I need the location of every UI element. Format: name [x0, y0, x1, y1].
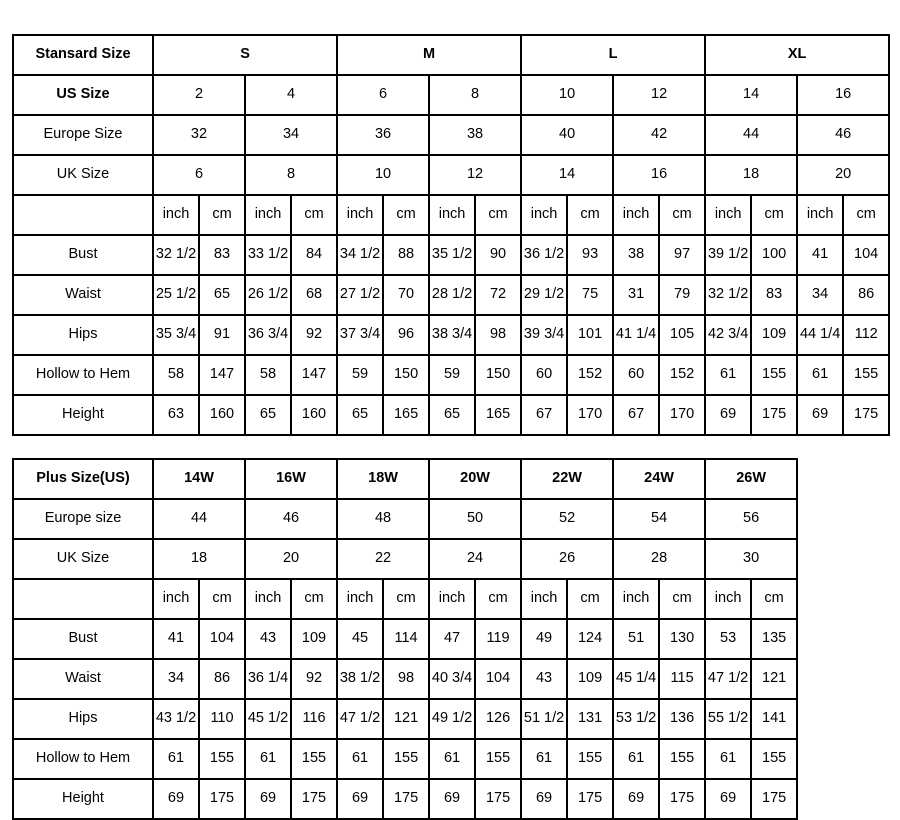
- table-row: [13, 275, 889, 315]
- cell: 115: [659, 659, 705, 699]
- cell: 14: [705, 75, 797, 115]
- cell: 59: [337, 355, 383, 395]
- cell: 175: [199, 779, 245, 819]
- cell: 16: [797, 75, 889, 115]
- cell: 8: [429, 75, 521, 115]
- unit-cell: inch: [429, 195, 475, 235]
- table-row: [13, 395, 889, 435]
- cell: 116: [291, 699, 337, 739]
- cell: 46: [245, 499, 337, 539]
- cell: 126: [475, 699, 521, 739]
- cell: 92: [291, 315, 337, 355]
- cell: 98: [383, 659, 429, 699]
- row-label-hollow-to-hem: Hollow to Hem: [13, 739, 153, 779]
- cell: 51 1/2: [521, 699, 567, 739]
- cell: 150: [383, 355, 429, 395]
- unit-cell: inch: [705, 195, 751, 235]
- cell: 14: [521, 155, 613, 195]
- unit-cell: cm: [751, 579, 797, 619]
- cell: 92: [291, 659, 337, 699]
- table-row: [13, 699, 889, 739]
- cell: 26: [521, 539, 613, 579]
- cell: 56: [705, 499, 797, 539]
- cell: 69: [337, 779, 383, 819]
- cell: 170: [567, 395, 613, 435]
- cell: 65: [429, 395, 475, 435]
- unit-cell: cm: [659, 195, 705, 235]
- cell: 141: [751, 699, 797, 739]
- cell: 53 1/2: [613, 699, 659, 739]
- unit-cell: inch: [613, 579, 659, 619]
- cell: 109: [751, 315, 797, 355]
- cell: 69: [245, 779, 291, 819]
- unit-cell: cm: [751, 195, 797, 235]
- unit-cell: cm: [567, 195, 613, 235]
- cell: 109: [291, 619, 337, 659]
- row-label-waist: Waist: [13, 659, 153, 699]
- cell: 155: [199, 739, 245, 779]
- cell: 69: [521, 779, 567, 819]
- unit-cell: inch: [245, 579, 291, 619]
- unit-row-label: [13, 579, 153, 619]
- cell: 131: [567, 699, 613, 739]
- cell: 160: [199, 395, 245, 435]
- size-group-s: S: [153, 35, 337, 75]
- cell: 47: [429, 619, 475, 659]
- filler-cell: [797, 499, 889, 539]
- unit-cell: inch: [613, 195, 659, 235]
- cell: 69: [705, 779, 751, 819]
- row-label-hollow-to-hem: Hollow to Hem: [13, 355, 153, 395]
- cell: 160: [291, 395, 337, 435]
- cell: 119: [475, 619, 521, 659]
- cell: 175: [751, 779, 797, 819]
- cell: 45 1/2: [245, 699, 291, 739]
- plus-size-16w: 16W: [245, 459, 337, 499]
- cell: 58: [245, 355, 291, 395]
- cell: 175: [475, 779, 521, 819]
- cell: 20: [245, 539, 337, 579]
- cell: 101: [567, 315, 613, 355]
- cell: 44: [705, 115, 797, 155]
- cell: 18: [705, 155, 797, 195]
- unit-cell: cm: [199, 195, 245, 235]
- cell: 24: [429, 539, 521, 579]
- cell: 67: [613, 395, 659, 435]
- cell: 20: [797, 155, 889, 195]
- unit-cell: inch: [521, 195, 567, 235]
- cell: 152: [659, 355, 705, 395]
- cell: 43 1/2: [153, 699, 199, 739]
- table-row: [13, 315, 889, 355]
- size-group-l: L: [521, 35, 705, 75]
- cell: 61: [521, 739, 567, 779]
- filler-cell: [797, 579, 889, 619]
- table-row: [13, 539, 889, 579]
- filler-cell: [797, 739, 889, 779]
- cell: 65: [245, 395, 291, 435]
- cell: 35 3/4: [153, 315, 199, 355]
- cell: 16: [613, 155, 705, 195]
- cell: 6: [153, 155, 245, 195]
- table-row: [13, 355, 889, 395]
- cell: 61: [153, 739, 199, 779]
- cell: 44: [153, 499, 245, 539]
- cell: 60: [521, 355, 567, 395]
- cell: 61: [613, 739, 659, 779]
- plus-size-22w: 22W: [521, 459, 613, 499]
- cell: 43: [521, 659, 567, 699]
- cell: 155: [751, 739, 797, 779]
- cell: 104: [843, 235, 889, 275]
- cell: 36 1/4: [245, 659, 291, 699]
- cell: 69: [429, 779, 475, 819]
- cell: 114: [383, 619, 429, 659]
- cell: 175: [659, 779, 705, 819]
- cell: 155: [567, 739, 613, 779]
- cell: 91: [199, 315, 245, 355]
- cell: 121: [383, 699, 429, 739]
- cell: 61: [429, 739, 475, 779]
- row-label-uk-size: UK Size: [13, 155, 153, 195]
- cell: 45 1/4: [613, 659, 659, 699]
- cell: 38 1/2: [337, 659, 383, 699]
- cell: 41: [797, 235, 843, 275]
- plus-size-14w: 14W: [153, 459, 245, 499]
- unit-cell: cm: [383, 579, 429, 619]
- row-label-europe-size: Europe size: [13, 499, 153, 539]
- table-row: [13, 739, 889, 779]
- row-label-us-size: US Size: [13, 75, 153, 115]
- table-row-plus-sizes: [13, 459, 889, 499]
- table-row: [13, 779, 889, 819]
- cell: 155: [843, 355, 889, 395]
- cell: 170: [659, 395, 705, 435]
- cell: 90: [475, 235, 521, 275]
- cell: 54: [613, 499, 705, 539]
- filler-cell: [797, 539, 889, 579]
- cell: 69: [797, 395, 843, 435]
- cell: 65: [199, 275, 245, 315]
- cell: 72: [475, 275, 521, 315]
- cell: 86: [199, 659, 245, 699]
- cell: 12: [429, 155, 521, 195]
- unit-cell: inch: [153, 579, 199, 619]
- cell: 155: [475, 739, 521, 779]
- cell: 83: [199, 235, 245, 275]
- cell: 34 1/2: [337, 235, 383, 275]
- cell: 45: [337, 619, 383, 659]
- cell: 35 1/2: [429, 235, 475, 275]
- filler-cell: [797, 459, 889, 499]
- cell: 25 1/2: [153, 275, 199, 315]
- cell: 60: [613, 355, 659, 395]
- unit-cell: cm: [383, 195, 429, 235]
- cell: 69: [153, 779, 199, 819]
- cell: 147: [199, 355, 245, 395]
- cell: 61: [797, 355, 843, 395]
- cell: 124: [567, 619, 613, 659]
- cell: 31: [613, 275, 659, 315]
- plus-size-header: Plus Size(US): [13, 459, 153, 499]
- cell: 41: [153, 619, 199, 659]
- cell: 61: [705, 739, 751, 779]
- plus-size-20w: 20W: [429, 459, 521, 499]
- cell: 150: [475, 355, 521, 395]
- row-label-europe-size: Europe Size: [13, 115, 153, 155]
- cell: 93: [567, 235, 613, 275]
- unit-cell: cm: [659, 579, 705, 619]
- cell: 39 3/4: [521, 315, 567, 355]
- cell: 41 1/4: [613, 315, 659, 355]
- cell: 79: [659, 275, 705, 315]
- cell: 38: [429, 115, 521, 155]
- cell: 30: [705, 539, 797, 579]
- size-group-m: M: [337, 35, 521, 75]
- row-label-bust: Bust: [13, 619, 153, 659]
- cell: 27 1/2: [337, 275, 383, 315]
- cell: 175: [751, 395, 797, 435]
- plus-size-18w: 18W: [337, 459, 429, 499]
- cell: 12: [613, 75, 705, 115]
- unit-cell: inch: [521, 579, 567, 619]
- cell: 43: [245, 619, 291, 659]
- cell: 112: [843, 315, 889, 355]
- cell: 175: [383, 779, 429, 819]
- cell: 36 1/2: [521, 235, 567, 275]
- cell: 42: [613, 115, 705, 155]
- cell: 61: [705, 355, 751, 395]
- cell: 47 1/2: [337, 699, 383, 739]
- cell: 40 3/4: [429, 659, 475, 699]
- row-label-height: Height: [13, 779, 153, 819]
- unit-cell: inch: [153, 195, 199, 235]
- cell: 32 1/2: [705, 275, 751, 315]
- cell: 104: [199, 619, 245, 659]
- cell: 110: [199, 699, 245, 739]
- cell: 175: [291, 779, 337, 819]
- table-row-units: [13, 195, 889, 235]
- filler-cell: [797, 619, 889, 659]
- cell: 2: [153, 75, 245, 115]
- size-group-xl: XL: [705, 35, 889, 75]
- cell: 34: [153, 659, 199, 699]
- row-label-hips: Hips: [13, 699, 153, 739]
- table-row: [13, 235, 889, 275]
- cell: 33 1/2: [245, 235, 291, 275]
- cell: 40: [521, 115, 613, 155]
- cell: 155: [659, 739, 705, 779]
- cell: 100: [751, 235, 797, 275]
- filler-cell: [797, 779, 889, 819]
- cell: 34: [797, 275, 843, 315]
- cell: 53: [705, 619, 751, 659]
- cell: 98: [475, 315, 521, 355]
- cell: 105: [659, 315, 705, 355]
- unit-cell: inch: [797, 195, 843, 235]
- cell: 36: [337, 115, 429, 155]
- row-label-hips: Hips: [13, 315, 153, 355]
- cell: 61: [245, 739, 291, 779]
- cell: 26 1/2: [245, 275, 291, 315]
- plus-size-24w: 24W: [613, 459, 705, 499]
- cell: 165: [383, 395, 429, 435]
- cell: 165: [475, 395, 521, 435]
- standard-size-table: [12, 34, 890, 436]
- cell: 44 1/4: [797, 315, 843, 355]
- cell: 36 3/4: [245, 315, 291, 355]
- plus-size-26w: 26W: [705, 459, 797, 499]
- cell: 69: [705, 395, 751, 435]
- cell: 155: [751, 355, 797, 395]
- cell: 48: [337, 499, 429, 539]
- standard-size-header: Stansard Size: [13, 35, 153, 75]
- unit-row-label: [13, 195, 153, 235]
- table-row: [13, 75, 889, 115]
- row-label-height: Height: [13, 395, 153, 435]
- unit-cell: inch: [429, 579, 475, 619]
- cell: 88: [383, 235, 429, 275]
- cell: 18: [153, 539, 245, 579]
- cell: 175: [843, 395, 889, 435]
- unit-cell: cm: [291, 195, 337, 235]
- cell: 29 1/2: [521, 275, 567, 315]
- cell: 10: [337, 155, 429, 195]
- cell: 8: [245, 155, 337, 195]
- cell: 28: [613, 539, 705, 579]
- cell: 50: [429, 499, 521, 539]
- cell: 63: [153, 395, 199, 435]
- unit-cell: inch: [705, 579, 751, 619]
- cell: 42 3/4: [705, 315, 751, 355]
- cell: 52: [521, 499, 613, 539]
- cell: 136: [659, 699, 705, 739]
- cell: 152: [567, 355, 613, 395]
- filler-cell: [797, 699, 889, 739]
- unit-cell: inch: [337, 579, 383, 619]
- cell: 86: [843, 275, 889, 315]
- cell: 38 3/4: [429, 315, 475, 355]
- cell: 147: [291, 355, 337, 395]
- cell: 135: [751, 619, 797, 659]
- cell: 37 3/4: [337, 315, 383, 355]
- cell: 175: [567, 779, 613, 819]
- cell: 104: [475, 659, 521, 699]
- cell: 55 1/2: [705, 699, 751, 739]
- table-row-size-groups: [13, 35, 889, 75]
- unit-cell: cm: [475, 579, 521, 619]
- unit-cell: cm: [843, 195, 889, 235]
- unit-cell: cm: [567, 579, 613, 619]
- cell: 61: [337, 739, 383, 779]
- table-row: [13, 619, 889, 659]
- cell: 68: [291, 275, 337, 315]
- cell: 109: [567, 659, 613, 699]
- cell: 70: [383, 275, 429, 315]
- unit-cell: inch: [245, 195, 291, 235]
- cell: 67: [521, 395, 567, 435]
- table-row-units: [13, 579, 889, 619]
- row-label-uk-size: UK Size: [13, 539, 153, 579]
- cell: 121: [751, 659, 797, 699]
- table-row: [13, 659, 889, 699]
- cell: 32: [153, 115, 245, 155]
- cell: 58: [153, 355, 199, 395]
- cell: 83: [751, 275, 797, 315]
- cell: 69: [613, 779, 659, 819]
- cell: 22: [337, 539, 429, 579]
- cell: 75: [567, 275, 613, 315]
- cell: 10: [521, 75, 613, 115]
- cell: 39 1/2: [705, 235, 751, 275]
- cell: 49 1/2: [429, 699, 475, 739]
- unit-cell: cm: [199, 579, 245, 619]
- cell: 59: [429, 355, 475, 395]
- row-label-bust: Bust: [13, 235, 153, 275]
- cell: 4: [245, 75, 337, 115]
- table-row: [13, 115, 889, 155]
- unit-cell: inch: [337, 195, 383, 235]
- cell: 130: [659, 619, 705, 659]
- cell: 84: [291, 235, 337, 275]
- unit-cell: cm: [475, 195, 521, 235]
- plus-size-table: [12, 458, 890, 820]
- cell: 65: [337, 395, 383, 435]
- cell: 6: [337, 75, 429, 115]
- cell: 97: [659, 235, 705, 275]
- unit-cell: cm: [291, 579, 337, 619]
- row-label-waist: Waist: [13, 275, 153, 315]
- cell: 46: [797, 115, 889, 155]
- cell: 47 1/2: [705, 659, 751, 699]
- table-gap: [12, 436, 888, 458]
- cell: 32 1/2: [153, 235, 199, 275]
- cell: 96: [383, 315, 429, 355]
- cell: 28 1/2: [429, 275, 475, 315]
- cell: 51: [613, 619, 659, 659]
- filler-cell: [797, 659, 889, 699]
- cell: 49: [521, 619, 567, 659]
- cell: 155: [383, 739, 429, 779]
- cell: 38: [613, 235, 659, 275]
- cell: 34: [245, 115, 337, 155]
- table-row: [13, 499, 889, 539]
- table-row: [13, 155, 889, 195]
- cell: 155: [291, 739, 337, 779]
